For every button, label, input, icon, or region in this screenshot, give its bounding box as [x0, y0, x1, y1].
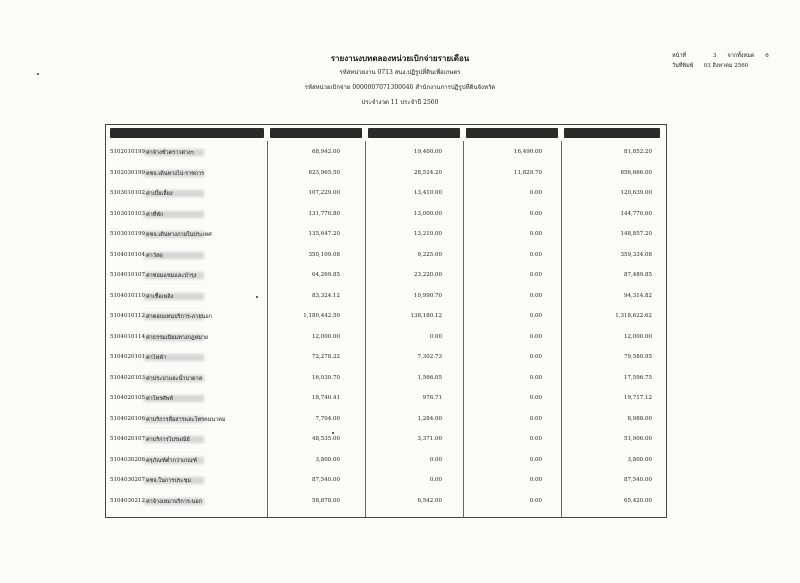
- value-col4: 120,639.00: [620, 190, 652, 196]
- value-col3: 0.00: [529, 292, 542, 299]
- account-code: 5104010112: [110, 313, 145, 319]
- value-col3: 0.00: [529, 456, 542, 463]
- account-name: ค่าจ้างเหมาบริการ-นอก: [146, 498, 203, 505]
- account-code: 5104010114: [110, 333, 145, 340]
- report-title: รายงานงบทดลองหน่วยเบิกจ่ายรายเดือน: [330, 53, 470, 63]
- header-account-redacted: [110, 128, 264, 138]
- value-col4: 87,489.85: [624, 272, 652, 278]
- value-col1: 58,878.00: [312, 497, 340, 504]
- value-col4: 148,857.20: [620, 231, 652, 237]
- value-col1: 16,030.70: [312, 374, 340, 381]
- table-row: [106, 408, 666, 429]
- value-col4: 3,800.00: [627, 456, 652, 463]
- account-name: ค่าที่พัก: [146, 211, 164, 218]
- table-header: [106, 125, 666, 141]
- value-col2: 13,000.00: [414, 210, 442, 217]
- value-col4: 359,334.08: [620, 251, 652, 258]
- account-name: ค่าไฟฟ้า: [146, 355, 167, 361]
- value-col3: 0.00: [529, 333, 542, 340]
- value-col1: 68,942.00: [312, 149, 340, 155]
- value-col3: 0.00: [529, 313, 542, 319]
- value-col2: 7,302.73: [417, 354, 442, 360]
- table-row: [106, 223, 666, 244]
- page-label: หน้าที่: [672, 53, 687, 59]
- value-col4: 8,988.00: [627, 415, 652, 422]
- header-col2-redacted: [368, 128, 460, 138]
- print-date-value: 03 สิงหาคม 2560: [703, 63, 749, 69]
- account-name: ค่าจ้างชั่วคราวต่างๆ: [146, 150, 194, 156]
- table-row: [106, 285, 666, 306]
- account-name: ค่าบริการสื่อสารและโทรคมนาคม: [146, 416, 226, 423]
- value-col4: 17,596.75: [624, 374, 652, 381]
- value-col4: 79,580.95: [624, 354, 652, 360]
- account-code: 5102010199: [110, 149, 145, 155]
- account-name: คชจ.เดินทางภายในประเทศ: [146, 232, 212, 238]
- account-code: 5104020106: [110, 415, 145, 422]
- value-col2: 6,542.00: [417, 497, 442, 504]
- value-col3: 0.00: [529, 415, 542, 422]
- value-col2: 1,566.05: [417, 374, 442, 381]
- account-code: 5104020105: [110, 395, 145, 401]
- account-name: ครุภัณฑ์ต่ำกว่าเกณฑ์: [146, 457, 197, 464]
- account-name: ค่าเชื้อเพลิง: [146, 293, 174, 300]
- period-line: ประจำงวด 11 ประจำปี 2560: [361, 99, 439, 106]
- value-col4: 144,770.60: [620, 210, 652, 217]
- value-col2: 0.00: [429, 477, 442, 483]
- value-col3: 11,829.70: [514, 169, 542, 176]
- agency-line: รหัสหน่วยงาน 0713 สนง.ปฏิรูปที่ดินเพื่อเกษตร: [339, 69, 461, 76]
- account-name: ค่าตอบแทนบริการ-ภายนอก: [146, 314, 213, 320]
- table-row: [106, 387, 666, 408]
- table-row: [106, 141, 666, 162]
- value-col4: 12,000.00: [624, 333, 652, 340]
- value-col3: 0.00: [529, 251, 542, 258]
- value-col1: 48,535.00: [312, 436, 340, 442]
- account-code: 5102030199: [110, 169, 145, 176]
- account-code: 5104020107: [110, 436, 145, 442]
- value-col4: 65,420.00: [624, 497, 652, 504]
- account-name: คชจ.เดินทางไป-ราชการ: [146, 170, 205, 177]
- account-name: ค่าประปาและน้ำบาดาล: [146, 375, 203, 382]
- table-row: [106, 367, 666, 388]
- account-name: ค่าธรรมเนียมทางกฎหมาย: [146, 334, 209, 341]
- account-name: ค่าวัสดุ: [146, 252, 163, 259]
- page-number: 3: [713, 53, 717, 59]
- table-row: [106, 244, 666, 265]
- value-col2: 13,410.00: [414, 190, 442, 196]
- account-code: 5104010110: [110, 292, 145, 299]
- value-col4: 1,318,622.62: [615, 313, 652, 319]
- value-col1: 64,269.85: [312, 272, 340, 278]
- account-code: 5104010107: [110, 272, 145, 278]
- trial-balance-table: [105, 124, 667, 518]
- value-col2: 1,284.00: [417, 415, 442, 422]
- value-col2: 23,220.00: [414, 272, 442, 278]
- table-row: [106, 162, 666, 183]
- disbursing-unit-line: รหัสหน่วยเบิกจ่าย 0000007071300046 สำนักงานการปฏิรูปที่ดินจังหวัด: [304, 84, 496, 91]
- table-row: [106, 469, 666, 490]
- value-col3: 0.00: [529, 231, 542, 237]
- value-col1: 7,704.00: [315, 415, 340, 422]
- table-row: [106, 449, 666, 470]
- table-body: [106, 141, 666, 510]
- table-row: [106, 203, 666, 224]
- value-col2: 19,400.00: [414, 149, 442, 155]
- table-row: [106, 346, 666, 367]
- value-col3: 0.00: [529, 477, 542, 483]
- value-col3: 0.00: [529, 354, 542, 360]
- account-code: 5104030207: [110, 477, 145, 483]
- table-row: [106, 428, 666, 449]
- value-col3: 0.00: [529, 190, 542, 196]
- account-name: ค่าซ่อมแซมและบำรุง: [146, 273, 197, 279]
- value-col2: 0.00: [429, 456, 442, 463]
- account-code: 5103010199: [110, 231, 145, 237]
- total-pages: 6: [765, 53, 769, 59]
- value-col2: 10,990.70: [414, 292, 442, 299]
- value-col4: 856,666.00: [620, 169, 652, 176]
- header-col1-redacted: [270, 128, 362, 138]
- value-col2: 13,210.00: [414, 231, 442, 237]
- account-code: 5104030206: [110, 456, 145, 463]
- account-name: ค่าเบี้ยเลี้ยง: [146, 191, 173, 197]
- account-name: คชจ.ในการประชุม: [146, 478, 191, 484]
- value-col1: 83,324.12: [312, 292, 340, 299]
- account-name: ค่าบริการไปรษณีย์: [146, 437, 190, 443]
- value-col4: 19,717.12: [624, 395, 652, 401]
- value-col3: 0.00: [529, 210, 542, 217]
- value-col2: 976.71: [422, 395, 442, 401]
- account-code: 5103010103: [110, 210, 145, 217]
- value-col1: 3,800.00: [315, 456, 340, 463]
- value-col3: 0.00: [529, 272, 542, 278]
- value-col1: 87,540.00: [312, 477, 340, 483]
- account-code: 5103010102: [110, 190, 145, 196]
- table-row: [106, 264, 666, 285]
- value-col3: 0.00: [529, 395, 542, 401]
- value-col3: 0.00: [529, 497, 542, 504]
- value-col4: 87,540.00: [624, 477, 652, 483]
- account-name: ค่าโทรศัพท์: [146, 396, 174, 402]
- print-date-info: [672, 62, 772, 70]
- account-code: 5104020103: [110, 374, 145, 381]
- value-col2: 138,180.12: [410, 313, 442, 319]
- table-row: [106, 305, 666, 326]
- value-col1: 350,109.08: [308, 251, 340, 258]
- account-code: 5104030212: [110, 497, 145, 504]
- value-col1: 12,000.00: [312, 333, 340, 340]
- table-row: [106, 490, 666, 511]
- table-row: [106, 326, 666, 347]
- print-date-label: วันที่พิมพ์: [672, 63, 694, 69]
- value-col3: 0.00: [529, 374, 542, 381]
- value-col2: 28,524.20: [414, 169, 442, 176]
- value-col1: 135,647.20: [308, 231, 340, 237]
- value-col2: 3,371.00: [417, 436, 442, 442]
- total-label: จากทั้งหมด: [727, 53, 755, 59]
- header-col4-redacted: [564, 128, 660, 138]
- account-code: 5104010104: [110, 251, 145, 258]
- value-col1: 1,180,442.50: [303, 313, 340, 319]
- value-col3: 16,490.00: [514, 149, 542, 155]
- header-col3-redacted: [466, 128, 558, 138]
- value-col2: 9,225.00: [417, 251, 442, 258]
- value-col4: 51,906.00: [624, 436, 652, 442]
- value-col3: 0.00: [529, 436, 542, 442]
- table-row: [106, 182, 666, 203]
- page-info: [672, 52, 772, 60]
- value-col4: 81,852.20: [624, 149, 652, 155]
- scan-speck: [37, 73, 39, 75]
- value-col1: 823,965.50: [308, 169, 340, 176]
- account-code: 5104020101: [110, 354, 145, 360]
- value-col1: 131,770.80: [308, 210, 340, 217]
- value-col1: 72,278.22: [312, 354, 340, 360]
- value-col4: 94,314.82: [624, 292, 652, 299]
- value-col1: 18,740.41: [312, 395, 340, 401]
- value-col1: 107,229.00: [308, 190, 340, 196]
- value-col2: 0.00: [429, 333, 442, 340]
